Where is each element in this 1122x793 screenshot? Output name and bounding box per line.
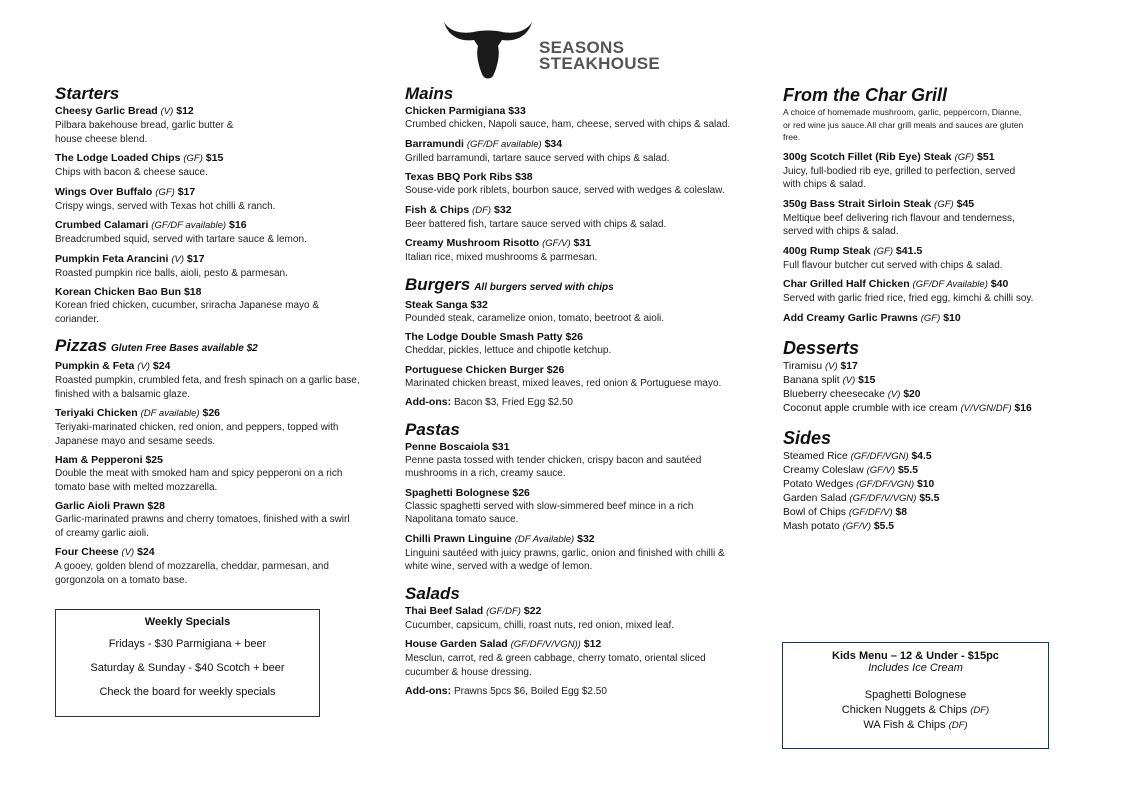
pizzas-note: Gluten Free Bases available $2 bbox=[110, 343, 258, 354]
sides-list bbox=[783, 450, 1068, 534]
item-price: $41.5 bbox=[895, 244, 923, 257]
item-description: Beer battered fish, tartare sauce served with chips & salad. bbox=[405, 218, 667, 230]
pastas-section bbox=[405, 420, 765, 574]
starters-section bbox=[55, 84, 390, 326]
menu-item bbox=[405, 330, 765, 358]
menu-item-line bbox=[405, 330, 765, 344]
item-name: Add Creamy Garlic Prawns bbox=[783, 311, 918, 324]
sides-section bbox=[783, 426, 1068, 534]
menu-item bbox=[783, 492, 1068, 506]
item-price: $8 bbox=[895, 506, 907, 518]
pizzas-list bbox=[55, 359, 390, 587]
pastas-list bbox=[405, 440, 765, 574]
item-description: gorgonzola on a tomato base. bbox=[55, 574, 188, 586]
item-name: Pumpkin & Feta bbox=[55, 360, 135, 372]
menu-item bbox=[405, 104, 765, 132]
desserts-title: Desserts bbox=[783, 337, 860, 358]
kids-menu-item bbox=[783, 703, 1048, 718]
item-name: Texas BBQ Pork Ribs bbox=[405, 171, 513, 183]
item-tag: (GF/DF/VGN) bbox=[856, 478, 915, 490]
menu-item bbox=[55, 499, 390, 540]
item-description: cucumber & house dressing. bbox=[405, 666, 532, 678]
item-name: Four Cheese bbox=[55, 546, 119, 558]
item-price: $45 bbox=[956, 197, 975, 210]
item-name: Thai Beef Salad bbox=[405, 604, 484, 617]
item-price: $26 bbox=[202, 407, 221, 419]
pizzas-section bbox=[55, 336, 390, 587]
item-description: Pounded steak, caramelize onion, tomato, beetroot & aioli. bbox=[405, 312, 665, 324]
burgers-note: All burgers served with chips bbox=[474, 281, 614, 293]
item-price: $16 bbox=[1014, 402, 1032, 414]
item-price: $24 bbox=[152, 360, 171, 372]
menu-item-line bbox=[405, 486, 765, 500]
menu-item-line bbox=[55, 453, 390, 467]
menu-item bbox=[405, 363, 765, 391]
menu-item-line bbox=[55, 104, 390, 119]
item-tag: (GF) bbox=[920, 312, 941, 324]
menu-item bbox=[405, 137, 765, 166]
menu-item bbox=[55, 104, 390, 146]
menu-item bbox=[55, 406, 390, 448]
grill-section bbox=[783, 84, 1068, 326]
item-price: $15 bbox=[858, 374, 876, 386]
item-tag: (V) bbox=[121, 547, 135, 558]
item-description: A gooey, golden blend of mozzarella, cheddar, parmesan, and bbox=[55, 561, 329, 572]
menu-item-line bbox=[783, 244, 1068, 259]
item-tag: (DF) bbox=[948, 720, 968, 731]
addons-text: Bacon $3, Fried Egg $2.50 bbox=[454, 397, 573, 408]
item-price: $32 bbox=[494, 203, 512, 216]
item-description: Grilled barramundi, tartare sauce served with chips & salad. bbox=[405, 152, 670, 164]
weekly-special-row: Fridays - $30 Parmigiana + beer bbox=[108, 638, 267, 650]
item-name: House Garden Salad bbox=[405, 638, 508, 650]
menu-item-line bbox=[405, 637, 765, 652]
grill-intro-line: free. bbox=[783, 132, 801, 142]
item-name: Pumpkin Feta Arancini bbox=[55, 252, 169, 265]
item-price: $20 bbox=[903, 388, 921, 400]
item-price: $31 bbox=[491, 440, 510, 453]
item-description: Penne pasta tossed with tender chicken, crispy bacon and sautéed bbox=[405, 454, 702, 466]
mains-title: Mains bbox=[405, 84, 454, 103]
menu-item-line bbox=[55, 359, 390, 374]
item-name: Blueberry cheesecake bbox=[783, 388, 885, 400]
item-name: Steak Sanga bbox=[405, 298, 468, 311]
item-price: $22 bbox=[523, 604, 542, 617]
item-description: mushrooms in a rich, creamy sauce. bbox=[405, 468, 566, 479]
item-description: house cheese blend. bbox=[55, 133, 148, 145]
grill-intro-line: or red wine jus sauce.All char grill meals and sauces are gluten bbox=[783, 119, 1024, 130]
item-tag: (GF) bbox=[934, 198, 954, 210]
menu-item-line bbox=[55, 151, 390, 166]
menu-item-line bbox=[405, 170, 765, 184]
starters-list bbox=[55, 104, 390, 326]
menu-item bbox=[783, 374, 1068, 388]
menu-item bbox=[405, 637, 765, 679]
item-price: $12 bbox=[583, 638, 602, 650]
item-name: Wings Over Buffalo bbox=[55, 185, 153, 198]
menu-item bbox=[783, 520, 1068, 534]
menu-item bbox=[783, 506, 1068, 520]
menu-item bbox=[783, 464, 1068, 478]
kids-menu-box bbox=[782, 642, 1049, 749]
item-description: coriander. bbox=[55, 313, 99, 325]
menu-item bbox=[55, 218, 390, 247]
item-description: Breadcrumbed squid, served with tartare sauce & lemon. bbox=[55, 234, 307, 245]
item-tag: (GF/DF available) bbox=[466, 138, 542, 150]
item-price: $38 bbox=[515, 171, 533, 183]
menu-item-line bbox=[55, 185, 390, 200]
item-name: Potato Wedges bbox=[783, 478, 854, 490]
menu-item bbox=[783, 478, 1068, 492]
item-description: Pilbara bakehouse bread, garlic butter & bbox=[55, 120, 234, 131]
salads-list bbox=[405, 604, 765, 680]
item-name: 350g Bass Strait Sirloin Steak bbox=[783, 197, 932, 210]
item-name: Spaghetti Bolognese bbox=[864, 689, 967, 701]
menu-item-line bbox=[783, 150, 1068, 165]
item-name: Cheesy Garlic Bread bbox=[55, 105, 158, 117]
item-tag: (DF) bbox=[472, 204, 492, 216]
item-name: Mash potato bbox=[783, 520, 840, 532]
item-description: Meltique beef delivering rich flavour and tenderness, bbox=[783, 212, 1015, 224]
item-name: Creamy Coleslaw bbox=[783, 464, 864, 476]
item-tag: (GF) bbox=[183, 153, 203, 164]
kids-menu-item bbox=[783, 688, 1048, 703]
item-name: Chicken Parmigiana bbox=[405, 105, 506, 117]
item-description: Roasted pumpkin rice balls, aioli, pesto & parmesan. bbox=[55, 267, 288, 279]
brand-logo bbox=[442, 18, 682, 84]
item-name: Steamed Rice bbox=[783, 450, 848, 462]
item-name: Teriyaki Chicken bbox=[55, 407, 138, 419]
item-tag: (V) bbox=[171, 253, 184, 265]
item-price: $51 bbox=[977, 150, 995, 163]
item-name: WA Fish & Chips bbox=[863, 719, 946, 731]
item-name: Banana split bbox=[783, 374, 840, 386]
grill-intro-line: A choice of homemade mushroom, garlic, peppercorn, Dianne, bbox=[783, 107, 1022, 117]
item-price: $31 bbox=[573, 237, 592, 249]
menu-item-line bbox=[55, 218, 390, 233]
menu-item bbox=[783, 402, 1068, 416]
item-price: $17 bbox=[177, 185, 196, 198]
item-name: Korean Chicken Bao Bun bbox=[55, 286, 182, 298]
menu-item bbox=[55, 359, 390, 401]
item-tag: (GF/V) bbox=[542, 238, 571, 249]
kids-menu-title: Kids Menu – 12 & Under - $15pc bbox=[832, 650, 999, 662]
item-price: $32 bbox=[470, 298, 488, 311]
item-description: Garlic-marinated prawns and cherry tomatoes, finished with a swirl bbox=[55, 514, 350, 525]
column-right bbox=[783, 84, 1068, 544]
menu-item bbox=[405, 203, 765, 232]
item-tag: (GF/DF/V/VGN)) bbox=[510, 639, 581, 650]
item-description: Italian rice, mixed mushrooms & parmesan. bbox=[405, 252, 598, 263]
menu-item bbox=[405, 440, 765, 481]
item-name: Creamy Mushroom Risotto bbox=[405, 237, 540, 249]
item-price: $24 bbox=[137, 546, 155, 558]
column-middle bbox=[405, 84, 765, 709]
item-name: Spaghetti Bolognese bbox=[405, 486, 510, 499]
item-price: $4.5 bbox=[911, 450, 932, 462]
item-description: Juicy, full-bodied rib eye, grilled to perfection, served bbox=[783, 165, 1016, 177]
burgers-title bbox=[405, 275, 765, 298]
burgers-section bbox=[405, 275, 765, 410]
starters-title: Starters bbox=[55, 84, 120, 103]
item-name: Garden Salad bbox=[783, 492, 847, 504]
menu-item-line bbox=[405, 298, 765, 312]
item-name: Garlic Aioli Prawn bbox=[55, 500, 145, 512]
item-tag: (V) bbox=[137, 361, 150, 372]
item-name: Bowl of Chips bbox=[783, 506, 846, 518]
item-tag: (GF/DF Available) bbox=[912, 279, 988, 290]
item-name: 400g Rump Steak bbox=[783, 244, 871, 257]
menu-item bbox=[783, 197, 1068, 239]
item-name: Penne Boscaiola bbox=[405, 440, 490, 453]
addons-text: Prawns 5pcs $6, Boiled Egg $2.50 bbox=[454, 686, 607, 697]
item-price: $32 bbox=[577, 532, 595, 545]
menu-item-line bbox=[405, 137, 765, 152]
item-tag: (GF/DF/V) bbox=[848, 506, 893, 518]
item-name: 300g Scotch Fillet (Rib Eye) Steak bbox=[783, 150, 952, 163]
item-description: Japanese mayo and sesame seeds. bbox=[55, 435, 216, 447]
item-tag: (GF/V) bbox=[866, 464, 896, 476]
item-price: $34 bbox=[544, 137, 563, 150]
kids-menu-item bbox=[783, 718, 1048, 733]
menu-item bbox=[783, 244, 1068, 273]
item-description: Napolitana tomato sauce. bbox=[405, 514, 519, 525]
salads-title: Salads bbox=[405, 583, 460, 603]
menu-item bbox=[55, 453, 390, 494]
menu-item-line bbox=[405, 604, 765, 619]
menu-item bbox=[55, 252, 390, 281]
item-price: $5.5 bbox=[897, 464, 918, 476]
item-name: Portuguese Chicken Burger bbox=[405, 363, 544, 376]
item-description: Teriyaki-marinated chicken, red onion, and peppers, topped with bbox=[55, 422, 339, 433]
menu-item-line bbox=[405, 532, 765, 547]
weekly-special-row: Saturday & Sunday - $40 Scotch + beer bbox=[90, 662, 285, 674]
menu-item bbox=[783, 450, 1068, 464]
menu-item-line bbox=[783, 277, 1068, 292]
item-tag: (GF/DF/VGN) bbox=[850, 450, 909, 462]
menu-item-line bbox=[783, 197, 1068, 212]
item-tag: (DF Available) bbox=[514, 533, 575, 545]
desserts-list bbox=[783, 360, 1068, 416]
weekly-specials-box bbox=[55, 609, 320, 717]
menu-item bbox=[405, 486, 765, 527]
item-tag: (V) bbox=[824, 360, 838, 372]
salads-addons bbox=[405, 684, 765, 699]
menu-item-line bbox=[405, 236, 765, 251]
mains-section bbox=[405, 84, 765, 265]
item-tag: (GF/DF) bbox=[486, 605, 521, 617]
longhorn-bull-icon bbox=[442, 18, 534, 82]
item-tag: (GF) bbox=[954, 151, 975, 163]
brand-line-1: SEASONS bbox=[539, 38, 625, 57]
item-name: Chilli Prawn Linguine bbox=[405, 532, 512, 545]
item-description: Linguini sautéed with juicy prawns, garlic, onion and finished with chilli & bbox=[405, 547, 725, 559]
item-price: $25 bbox=[145, 454, 163, 466]
item-description: Cucumber, capsicum, chilli, roast nuts, red onion, mixed leaf. bbox=[405, 619, 675, 631]
grill-title: From the Char Grill bbox=[783, 85, 948, 105]
item-name: Tiramisu bbox=[783, 360, 823, 372]
menu-item-line bbox=[55, 545, 390, 560]
item-description: Double the meat with smoked ham and spicy pepperoni on a rich bbox=[55, 468, 343, 479]
item-tag: (V) bbox=[160, 106, 174, 117]
item-description: with chips & salad. bbox=[783, 179, 866, 190]
item-description: Marinated chicken breast, mixed leaves, red onion & Portuguese mayo. bbox=[405, 377, 722, 389]
menu-item bbox=[55, 545, 390, 587]
item-description: white wine, served with a wedge of lemon. bbox=[405, 561, 593, 572]
item-description: finished with a balsamic glaze. bbox=[55, 388, 191, 400]
item-price: $12 bbox=[176, 105, 194, 117]
item-name: The Lodge Loaded Chips bbox=[55, 152, 181, 164]
mains-list bbox=[405, 104, 765, 265]
menu-item bbox=[783, 150, 1068, 192]
item-description: Chips with bacon & cheese sauce. bbox=[55, 167, 208, 178]
item-name: Ham & Pepperoni bbox=[55, 454, 143, 466]
item-name: Char Grilled Half Chicken bbox=[783, 278, 910, 290]
burgers-list bbox=[405, 298, 765, 391]
menu-item-line bbox=[55, 252, 390, 267]
item-price: $15 bbox=[205, 152, 224, 164]
addons-label: Add-ons: bbox=[405, 685, 452, 697]
item-name: Crumbed Calamari bbox=[55, 219, 149, 231]
menu-item-line bbox=[405, 104, 765, 118]
item-description: served with chips & salad. bbox=[783, 226, 899, 237]
item-description: Cheddar, pickles, lettuce and chipotle ketchup. bbox=[405, 345, 612, 356]
item-description: Souse-vide pork riblets, bourbon sauce, served with wedges & coleslaw. bbox=[405, 185, 725, 196]
item-tag: (GF/DF/V/VGN) bbox=[849, 492, 917, 504]
item-tag: (DF available) bbox=[140, 408, 200, 419]
menu-item bbox=[405, 170, 765, 198]
item-price: $5.5 bbox=[873, 520, 894, 532]
item-price: $10 bbox=[943, 311, 961, 324]
item-description: Mesclun, carrot, red & green cabbage, cherry tomato, oriental sliced bbox=[405, 653, 706, 664]
item-price: $26 bbox=[512, 486, 530, 499]
addons-label: Add-ons: bbox=[405, 396, 452, 408]
item-tag: (V) bbox=[842, 374, 856, 386]
item-description: Crumbed chicken, Napoli sauce, ham, cheese, served with chips & salad. bbox=[405, 119, 731, 130]
weekly-specials-title: Weekly Specials bbox=[144, 616, 231, 628]
item-price: $26 bbox=[565, 331, 583, 343]
item-name: Chicken Nuggets & Chips bbox=[841, 704, 968, 716]
menu-item bbox=[405, 298, 765, 326]
menu-item bbox=[405, 532, 765, 574]
desserts-section bbox=[783, 336, 1068, 416]
item-name: Fish & Chips bbox=[405, 203, 470, 216]
item-price: $10 bbox=[917, 478, 935, 490]
item-price: $16 bbox=[229, 219, 247, 231]
item-description: Korean fried chicken, cucumber, sriracha Japanese mayo & bbox=[55, 300, 320, 311]
item-price: $40 bbox=[990, 278, 1009, 290]
menu-item-line bbox=[55, 406, 390, 421]
item-price: $5.5 bbox=[919, 492, 940, 504]
sides-title: Sides bbox=[783, 427, 832, 448]
column-left bbox=[55, 84, 390, 597]
item-description: Served with garlic fried rice, fried egg, kimchi & chilli soy. bbox=[783, 293, 1034, 304]
item-tag: (DF) bbox=[970, 705, 990, 716]
weekly-special-row: Check the board for weekly specials bbox=[99, 686, 276, 698]
item-name: Barramundi bbox=[405, 137, 464, 150]
item-tag: (GF/V) bbox=[842, 520, 872, 532]
menu-item bbox=[783, 388, 1068, 402]
item-tag: (GF) bbox=[155, 186, 175, 198]
salads-section bbox=[405, 584, 765, 699]
item-price: $17 bbox=[840, 360, 858, 372]
menu-item-line bbox=[55, 499, 390, 513]
item-price: $26 bbox=[546, 363, 565, 376]
grill-list bbox=[783, 150, 1068, 326]
menu-item-line bbox=[405, 363, 765, 377]
burgers-title-text: Burgers bbox=[405, 274, 471, 294]
menu-item-line bbox=[405, 203, 765, 218]
menu-item bbox=[783, 277, 1068, 306]
menu-item-line bbox=[405, 440, 765, 454]
menu-item bbox=[783, 360, 1068, 374]
pizzas-title bbox=[55, 336, 390, 359]
kids-menu-subtitle: Includes Ice Cream bbox=[868, 662, 963, 674]
item-description: tomato base with melted mozzarella. bbox=[55, 481, 218, 493]
item-description: Classic spaghetti served with slow-simmered beef mince in a rich bbox=[405, 500, 694, 512]
item-description: Roasted pumpkin, crumbled feta, and fresh spinach on a garlic base, bbox=[55, 375, 360, 386]
item-tag: (GF) bbox=[873, 245, 893, 257]
menu-item-line bbox=[55, 285, 390, 299]
item-description: Full flavour butcher cut served with chips & salad. bbox=[783, 259, 1003, 271]
item-tag: (V/VGN/DF) bbox=[960, 402, 1012, 414]
menu-item bbox=[783, 311, 1068, 326]
menu-item bbox=[405, 236, 765, 265]
menu-item bbox=[55, 151, 390, 180]
menu-item bbox=[55, 185, 390, 214]
item-price: $28 bbox=[147, 500, 165, 512]
brand-line-2: STEAKHOUSE bbox=[539, 54, 661, 73]
item-price: $17 bbox=[186, 252, 205, 265]
pizzas-title-text: Pizzas bbox=[55, 336, 107, 355]
item-name: Coconut apple crumble with ice cream bbox=[783, 402, 958, 414]
grill-intro bbox=[783, 106, 1068, 144]
item-name: The Lodge Double Smash Patty bbox=[405, 331, 563, 343]
menu-item-line bbox=[783, 311, 1068, 326]
item-description: of creamy garlic aioli. bbox=[55, 527, 149, 539]
item-price: $33 bbox=[508, 105, 526, 117]
burgers-addons bbox=[405, 395, 765, 410]
item-tag: (GF/DF available) bbox=[151, 220, 227, 231]
item-price: $18 bbox=[183, 286, 202, 298]
item-description: Crispy wings, served with Texas hot chilli & ranch. bbox=[55, 200, 276, 212]
menu-item bbox=[405, 604, 765, 633]
pastas-title: Pastas bbox=[405, 419, 460, 439]
menu-item bbox=[55, 285, 390, 326]
kids-menu-list bbox=[783, 688, 1048, 733]
item-tag: (V) bbox=[887, 388, 901, 400]
